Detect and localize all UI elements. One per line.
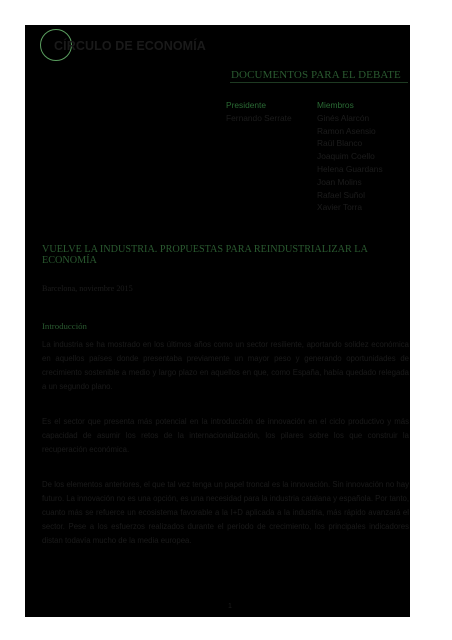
dateline: Barcelona, noviembre 2015 [42, 284, 133, 293]
member-name: Joan Molins [317, 176, 362, 187]
member-name: Helena Guardans [317, 163, 383, 174]
member-name: Rafael Suñol [317, 189, 365, 200]
body-paragraph: Es el sector que presenta más potencial en la introducción de innovación en el ciclo productivo y más capacidad de asumir los retos de la internacionalización, los pilares sobre los que construir la recuperación económica. [42, 417, 409, 454]
page-number: 1 [228, 603, 232, 610]
series-title: DOCUMENTOS PARA EL DEBATE [231, 69, 401, 81]
member-name: Xavier Torra [317, 202, 362, 213]
body-paragraph: De los elementos anteriores, el que tal vez tenga un papel troncal es la innovación. Sin innovación no hay futuro. La innovación no es una opción, es una necesidad para la industria catalana y española. Por tanto, cuanto más se refuerce un ecosistema favorable a la I+D aplicada a la industria, más rápido avanzará el sector. Pese a los esfuerzos realizados durante el período de crecimiento, los principales indicadores distan todavía mucho de la media europea. [42, 480, 409, 545]
members-heading: Miembros [317, 100, 354, 110]
president-column [226, 99, 292, 125]
member-name: Raül Blanco [317, 138, 363, 149]
president-heading: Presidente [226, 100, 267, 110]
logo-text: CÍRCULO DE ECONOMÍA [54, 39, 206, 53]
member-name: Joaquim Coello [317, 151, 375, 162]
section-heading: Introducción [42, 321, 87, 331]
members-column [317, 99, 383, 214]
member-name: Ginés Alarcón [317, 112, 370, 123]
header-divider [230, 82, 408, 83]
document-title: VUELVE LA INDUSTRIA. PROPUESTAS PARA REINDUSTRIALIZAR LA ECONOMÍA [42, 244, 368, 267]
president-name: Fernando Serrate [226, 112, 292, 123]
document-page [25, 25, 410, 617]
body-paragraph: La industria se ha mostrado en los últimos años como un sector resiliente, aportando solidez económica en aquellos países donde presentaba previamente un mayor peso y generando oportunidades de crecimiento sostenible a medio y largo plazo en aquellos en que, como España, había quedado relegada a un segundo plano. [42, 340, 409, 391]
circulo-de-economia-logo [40, 29, 230, 67]
member-name: Ramon Asensio [317, 125, 376, 136]
